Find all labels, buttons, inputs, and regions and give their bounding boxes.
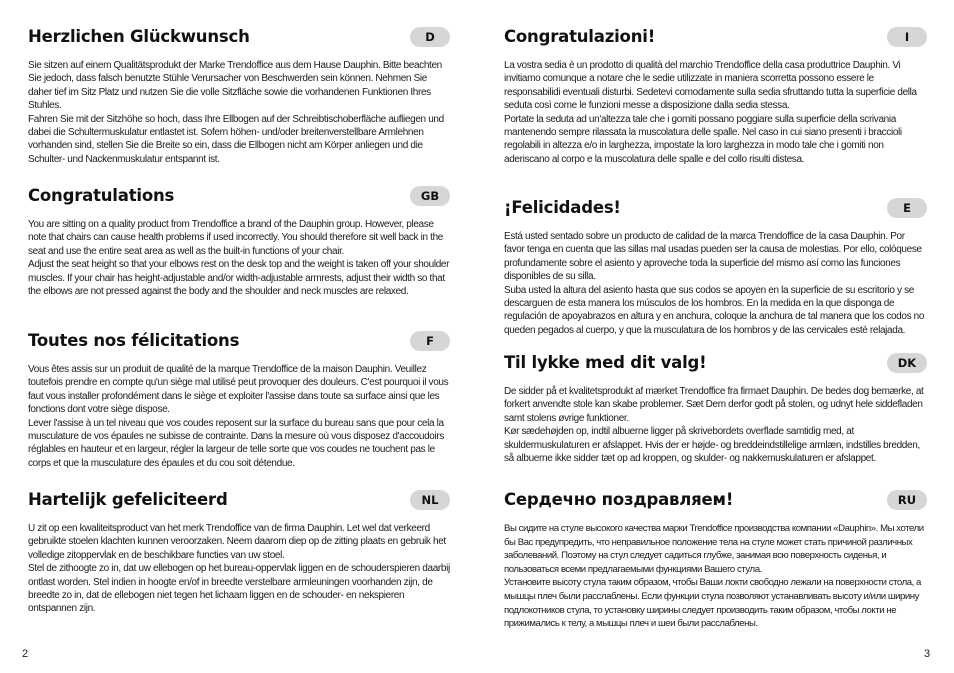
section-body: [504, 230, 927, 337]
paragraph: Kør sædehøjden op, indtil albuerne ligger på skrivebordets overflade samtidig med, at skuldermuskulaturen er afslappet. Hvis der er højde- og breddeindstillelige armlæn, indstilles bredden, så albuerne ikke sidder tæt op ad kroppen, og skulder- og nakkemuskulaturen er afslappet.: [504, 426, 920, 465]
page-number: 3: [924, 648, 931, 660]
language-badge: I: [887, 27, 927, 47]
section-title: Congratulazioni!: [504, 27, 656, 46]
paragraph: De sidder på et kvalitetsprodukt af mærket Trendoffice fra firmaet Dauphin. De bedes dog bemærke, at forkert anvendte stole kan skabe problemer. Sæt Dem derfor godt på stolen, og udnyt hele siddefladen samt stolens øvrige funktioner.: [504, 386, 924, 424]
paragraph: Вы сидите на стуле высокого качества марки Trendoffice производства компании «Dauphin». Мы хотели бы Вас предупредить, что неправильное положение тела на стуле может стать причиной различных заболеваний. Поэтому на стул следует садиться глубже, занимая всю поверхность сиденья, и пользоваться всеми предлагаемыми функциями Вашего стула.: [504, 523, 924, 575]
section-heading: [28, 489, 450, 513]
page-number: 2: [22, 648, 29, 660]
section-russian: [504, 489, 927, 631]
section-title: Til lykke med dit valg!: [504, 353, 707, 372]
language-badge: F: [410, 331, 450, 351]
paragraph: Vous êtes assis sur un produit de qualité de la marque Trendoffice de la maison Dauphin. Veuillez toutefois prendre en compte qu'un siège mal utilisé peut provoquer des douleurs. C'est pourquoi il vous faut vous installer profondément dans le siège et exploiter l'assise dans toute sa surface ainsi que les fonctions dont votre siège dispose.: [28, 364, 449, 416]
section-italian: [504, 26, 927, 166]
paragraph: Suba usted la altura del asiento hasta que sus codos se apoyen en la superficie de su escritorio y se descarguen de esta manera los músculos de los hombros. En la medida en la que disponga de regulación de apoyabrazos en altura y en anchura, coloque la anchura de tal manera que los codos no queden pegados al cuerpo, y que la musculatura de los hombros y de las cervicales esté relajada.: [504, 284, 925, 336]
section-heading: [28, 330, 450, 354]
section-title: Herzlichen Glückwunsch: [28, 27, 250, 46]
paragraph: La vostra sedia è un prodotto di qualità del marchio Trendoffice della casa produttrice Dauphin. Vi invitiamo comunque a notare che le sedie utilizzate in maniera scorretta possono essere le responsabilidi eventuali disturbi. Sedetevi comodamente sulla sedia sfruttando tutta la superficie della seduta così come le funzioni messe a disposizione dalla sedia stessa.: [504, 60, 917, 112]
section-title: Hartelijk gefeliciteerd: [28, 490, 228, 509]
section-heading: [504, 197, 927, 221]
paragraph: Adjust the seat height so that your elbows rest on the desk top and the weight is taken off your shoulder muscles. If your chair has height-adjustable and/or width-adjustable armrests, adjust their width so that the elbows are not pressed against the body and the shoulder and neck muscles are relaxed.: [28, 259, 450, 298]
section-french: [28, 330, 450, 470]
paragraph: Portate la seduta ad un'altezza tale che i gomiti possano poggiare sulla superficie della scrivania mantenendo sempre rilassata la muscolatura delle spalle. Nel caso in cui siano presenti i braccioli regolabili in altezza e/o in larghezza, impostate la loro larghezza in modo tale che i gomiti non aderiscano al corpo e la muscolatura delle spalle e del collo risulti distesa.: [504, 113, 902, 165]
section-german: [28, 26, 450, 166]
section-heading: [504, 26, 927, 50]
section-body: [504, 385, 927, 465]
language-badge: NL: [410, 490, 450, 510]
paragraph: You are sitting on a quality product from Trendoffice a brand of the Dauphin group. However, please note that chairs can cause health problems if used incorrectly. You should therefore sit well back in the seat and use the entire seat area as well as the built-in functions of your chair.: [28, 219, 443, 257]
section-body: [28, 522, 450, 616]
section-heading: [504, 352, 927, 376]
paragraph: Sie sitzen auf einem Qualitätsprodukt der Marke Trendoffice aus dem Hause Dauphin. Bitte beachten Sie jedoch, dass falsch benutzte Stühle Verursacher von Beschwerden sein können. Nehmen Sie daher tief im Sitz Platz und nutzen Sie die volle Sitzfläche sowie die vorhandenen Funktionen Ihres Stuhles.: [28, 60, 442, 112]
paragraph: Установите высоту стула таким образом, чтобы Ваши локти свободно лежали на поверхности стола, а мышцы плеч были расслаблены. Если функции стула позволяют устанавливать высоту и/или ширину подлокотников стула, то установку ширины следует производить таким образом, чтобы локти не прижимались к телу, а мышцы плеч и шеи были расслаблены.: [504, 577, 921, 630]
paragraph: Lever l'assise à un tel niveau que vos coudes reposent sur la surface du bureau sans que pour cela la musculature de vos épaules ne subisse de contrainte. Dans la mesure où vous disposez d'accoudoirs réglables en hauteur et en largeur, régler la largeur de telle sorte que vos coudes ne touchent pas le corps et que la musculature des épaules et du cou soit détendue.: [28, 417, 444, 469]
section-title: ¡Felicidades!: [504, 198, 621, 217]
section-title: Toutes nos félicitations: [28, 331, 240, 350]
paragraph: Está usted sentado sobre un producto de calidad de la marca Trendoffice de la casa Dauphin. Por favor tenga en cuenta que las sillas mal usadas pueden ser la causa de molestias. Por ello, colóquese profundamente sobre el asiento y aproveche toda la superficie del mismo así como las funciones disponibles de su silla.: [504, 231, 922, 283]
language-badge: DK: [887, 353, 927, 373]
language-badge: GB: [410, 186, 450, 206]
language-badge: D: [410, 27, 450, 47]
section-title: Сердечно поздравляем!: [504, 490, 734, 509]
paragraph: U zit op een kwaliteitsproduct van het merk Trendoffice van de firma Dauphin. Let wel dat verkeerd gebruikte stoelen klachten kunnen veroorzaken. Neem daarom diep op de zitting plaats en gebruik het volledige zitoppervlak en de beschikbare functies van uw stoel.: [28, 523, 446, 561]
section-english: [28, 185, 450, 298]
section-body: [28, 59, 450, 166]
section-body: [28, 363, 450, 470]
language-badge: RU: [887, 490, 927, 510]
section-heading: [504, 489, 927, 513]
section-body: [504, 59, 927, 166]
language-badge: E: [887, 198, 927, 218]
section-body: [28, 218, 450, 298]
section-dutch: [28, 489, 450, 616]
paragraph: Stel de zithoogte zo in, dat uw ellebogen op het bureau-oppervlak liggen en de schouderspieren daarbij ontlast worden. Stel indien in hoogte en/of in breedte verstelbare armleuningen voorhanden zijn, de breedte zo in, dat de ellebogen niet tegen het lichaam liggen en de schouder- en nekspieren ontspannen zijn.: [28, 563, 450, 615]
right-page: [477, 0, 954, 673]
section-body: [504, 522, 927, 631]
section-danish: [504, 352, 927, 465]
section-title: Congratulations: [28, 186, 175, 205]
section-heading: [28, 26, 450, 50]
section-heading: [28, 185, 450, 209]
paragraph: Fahren Sie mit der Sitzhöhe so hoch, dass Ihre Ellbogen auf der Schreibtischoberfläche aufliegen und dabei die Schultermuskulatur entlastet ist. Sofern höhen- und/oder breitenverstellbare Armlehnen vorhanden sind, stellen Sie die Breite so ein, dass die Ellbogen nicht am Körper anliegen und die Schulter- und Nackenmuskulatur entspannt ist.: [28, 113, 444, 165]
section-spanish: [504, 197, 927, 337]
